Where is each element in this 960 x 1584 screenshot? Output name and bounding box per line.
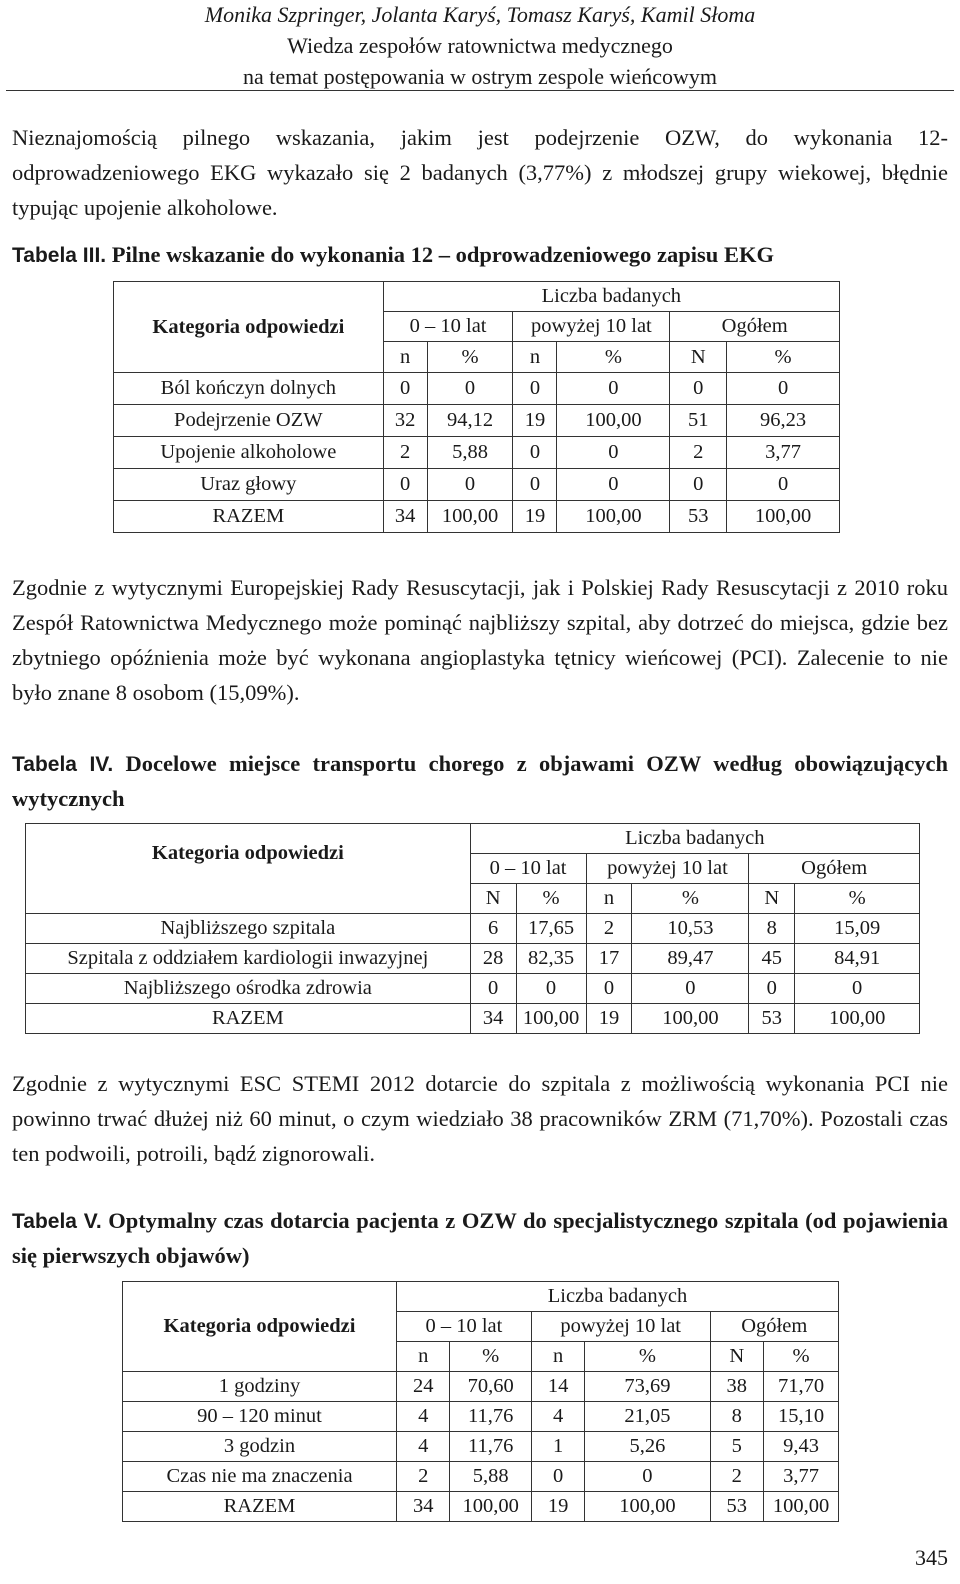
table5 [122, 1281, 839, 1522]
table3-cell: 5,88 [427, 437, 513, 469]
table4-cell: 19 [586, 1004, 632, 1034]
table4-row-label: Szpitala z oddziałem kardiologii inwazyjnej [26, 944, 471, 974]
table4-cell: 0 [795, 974, 920, 1004]
table3-cell: 0 [557, 469, 670, 501]
paragraph-2: Zgodnie z wytycznymi Europejskiej Rady Resuscytacji, jak i Polskiej Rady Resuscytacji z 2010 roku Zespół Ratownictwa Medycznego może pominąć najbliższy szpital, aby dotrzeć do miejsca, gdzie bez zbytniego opóźnienia może być wykonana angioplastyka tętnicy wieńcowej (PCI). Zalecenie to nie było znane 8 osobom (15,09%). [12, 575, 948, 705]
header-rule [6, 90, 954, 91]
table4-subheader: % [516, 884, 586, 914]
table5-caption [12, 1204, 948, 1273]
table4-col-group: 0 – 10 lat [470, 854, 586, 884]
table3-cell: 0 [727, 373, 840, 405]
table3-cell: 2 [383, 437, 427, 469]
table5-cell: 5,26 [585, 1432, 710, 1462]
table3-subheader: % [427, 342, 513, 373]
table4-cell: 84,91 [795, 944, 920, 974]
table5-cell: 2 [396, 1462, 450, 1492]
table4-cell: 17,65 [516, 914, 586, 944]
table3-cell: 0 [513, 469, 557, 501]
table5-cell: 4 [531, 1402, 585, 1432]
table3-cell: 53 [670, 501, 727, 533]
table4-subheader: % [632, 884, 749, 914]
table4-cell: 100,00 [795, 1004, 920, 1034]
paragraph-1: Nieznajomością pilnego wskazania, jakim jest podejrzenie OZW, do wykonania 12-odprowadzeniowego EKG wykazało się 2 badanych (3,77%) z młodszej grupy wiekowej, błędnie typując upojenie alkoholowe. [12, 125, 948, 220]
table5-subheader: N [710, 1342, 764, 1372]
table3-cell: 0 [383, 469, 427, 501]
table5-cell: 71,70 [764, 1372, 839, 1402]
table3-row [114, 437, 840, 469]
table5-row [123, 1492, 839, 1522]
table4-row [26, 944, 920, 974]
table3-row-label: Uraz głowy [114, 469, 384, 501]
table5-row-label: RAZEM [123, 1492, 397, 1522]
table5-subheader: n [531, 1342, 585, 1372]
table5-label: Tabela V. [12, 1210, 102, 1233]
table4-label: Tabela IV. [12, 753, 114, 776]
table3-row-label: Podejrzenie OZW [114, 405, 384, 437]
table3-cell: 34 [383, 501, 427, 533]
table4-cell: 0 [470, 974, 516, 1004]
table5-subheader: % [585, 1342, 710, 1372]
table5-cell: 34 [396, 1492, 450, 1522]
table3-subheader: % [727, 342, 840, 373]
table4-cell: 10,53 [632, 914, 749, 944]
table3-cell: 0 [557, 373, 670, 405]
table5-subheader: % [450, 1342, 531, 1372]
table4-col-group: powyżej 10 lat [586, 854, 749, 884]
table5-caption-text: Optymalny czas dotarcia pacjenta z OZW do specjalistycznego szpitala (od pojawienia się pierwszych objawów) [12, 1208, 949, 1268]
table4-cell: 0 [632, 974, 749, 1004]
table4-cell: 2 [586, 914, 632, 944]
table3-cell: 0 [727, 469, 840, 501]
table3-row-label: Ból kończyn dolnych [114, 373, 384, 405]
table5-cell: 3,77 [764, 1462, 839, 1492]
table3-group-header: Liczba badanych [383, 282, 839, 312]
table4-cell: 82,35 [516, 944, 586, 974]
table4-cell: 0 [749, 974, 795, 1004]
table5-cell: 19 [531, 1492, 585, 1522]
table5-cell: 53 [710, 1492, 764, 1522]
table4-caption-text: Docelowe miejsce transportu chorego z objawami OZW według obowiązujących wytycznych [12, 751, 949, 811]
table5-cell: 11,76 [450, 1432, 531, 1462]
table3-cell: 0 [427, 469, 513, 501]
table4-col-group: Ogółem [749, 854, 920, 884]
table4-subheader: % [795, 884, 920, 914]
table3-row-label: Upojenie alkoholowe [114, 437, 384, 469]
table4-cell: 28 [470, 944, 516, 974]
header-authors: Monika Szpringer, Jolanta Karyś, Tomasz Karyś, Kamil Słoma [204, 2, 756, 27]
table3-caption [12, 238, 948, 273]
header-title-line1: Wiedza zespołów ratownictwa medycznego [287, 33, 673, 58]
table5-cell: 5 [710, 1432, 764, 1462]
table3-cell: 0 [427, 373, 513, 405]
table4-cell: 15,09 [795, 914, 920, 944]
table5-cell: 4 [396, 1432, 450, 1462]
table5-cell: 100,00 [585, 1492, 710, 1522]
table4-cell: 100,00 [632, 1004, 749, 1034]
table4-subheader-row [26, 884, 920, 914]
table5-cell: 15,10 [764, 1402, 839, 1432]
table4-cell: 0 [586, 974, 632, 1004]
table3-cell: 32 [383, 405, 427, 437]
table5-cell: 14 [531, 1372, 585, 1402]
table5-cell: 100,00 [764, 1492, 839, 1522]
table5-row-label: Czas nie ma znaczenia [123, 1462, 397, 1492]
page-number: 345 [915, 1545, 948, 1570]
table4-caption [12, 747, 948, 816]
table5-cell: 38 [710, 1372, 764, 1402]
table4-subheader: N [470, 884, 516, 914]
table5-subheader: n [396, 1342, 450, 1372]
table3-cell: 100,00 [557, 501, 670, 533]
table3-cell: 51 [670, 405, 727, 437]
table5-col-group: Ogółem [710, 1312, 838, 1342]
table3-subheader: n [383, 342, 427, 373]
table3-cell: 19 [513, 501, 557, 533]
table4-subheader: n [586, 884, 632, 914]
table3-col-group: 0 – 10 lat [383, 312, 513, 342]
table3-col-group: Ogółem [670, 312, 840, 342]
table4-cell: 100,00 [516, 1004, 586, 1034]
table4-row [26, 914, 920, 944]
table5-row-label: 1 godziny [123, 1372, 397, 1402]
table3-cell: 0 [670, 469, 727, 501]
table3-row [114, 469, 840, 501]
table3-cell: 19 [513, 405, 557, 437]
table4-row-label: Najbliższego ośrodka zdrowia [26, 974, 471, 1004]
table3-subheader: N [670, 342, 727, 373]
table5-cell: 73,69 [585, 1372, 710, 1402]
table4-cell: 53 [749, 1004, 795, 1034]
table3-cell: 96,23 [727, 405, 840, 437]
table3-cell: 2 [670, 437, 727, 469]
table4-row-label: Najbliższego szpitala [26, 914, 471, 944]
table4-row [26, 1004, 920, 1034]
table4 [25, 823, 920, 1034]
table5-cell: 0 [585, 1462, 710, 1492]
table3-cell: 100,00 [727, 501, 840, 533]
table5-cell: 70,60 [450, 1372, 531, 1402]
table3-subheader: n [513, 342, 557, 373]
table5-row [123, 1462, 839, 1492]
table3-row-label: RAZEM [114, 501, 384, 533]
table5-group-header: Liczba badanych [396, 1282, 838, 1312]
table3-row [114, 373, 840, 405]
table3-label: Tabela III. [12, 244, 107, 267]
table5-cell: 5,88 [450, 1462, 531, 1492]
table3-cell: 0 [513, 437, 557, 469]
table4-cell: 17 [586, 944, 632, 974]
table5-cell: 21,05 [585, 1402, 710, 1432]
table3-cell: 94,12 [427, 405, 513, 437]
table3 [113, 281, 840, 533]
header-title-line2: na temat postępowania w ostrym zespole wieńcowym [242, 64, 718, 89]
table4-cell: 45 [749, 944, 795, 974]
table5-cell: 11,76 [450, 1402, 531, 1432]
table5-cell: 24 [396, 1372, 450, 1402]
table3-category-header: Kategoria odpowiedzi [114, 282, 384, 373]
table3-cell: 0 [513, 373, 557, 405]
table4-header-blank [26, 884, 471, 914]
table4-category-header: Kategoria odpowiedzi [26, 824, 471, 884]
table5-subheader: % [764, 1342, 839, 1372]
table5-col-group: 0 – 10 lat [396, 1312, 531, 1342]
table4-cell: 0 [516, 974, 586, 1004]
table3-col-group: powyżej 10 lat [513, 312, 670, 342]
table5-category-header: Kategoria odpowiedzi [123, 1282, 397, 1372]
table5-cell: 8 [710, 1402, 764, 1432]
table4-row [26, 974, 920, 1004]
table3-cell: 0 [383, 373, 427, 405]
table4-group-header: Liczba badanych [470, 824, 919, 854]
table3-row [114, 501, 840, 533]
table5-col-group: powyżej 10 lat [531, 1312, 710, 1342]
table5-cell: 2 [710, 1462, 764, 1492]
table5-row-label: 3 godzin [123, 1432, 397, 1462]
paragraph-3: Zgodnie z wytycznymi ESC STEMI 2012 dotarcie do szpitala z możliwością wykonania PCI nie powinno trwać dłużej niż 60 minut, o czym wiedziało 38 pracowników ZRM (71,70%). Pozostali czas ten podwoili, potroili, bądź zignorowali. [12, 1071, 948, 1166]
table4-subheader: N [749, 884, 795, 914]
table3-subheader: % [557, 342, 670, 373]
table4-row-label: RAZEM [26, 1004, 471, 1034]
table5-cell: 4 [396, 1402, 450, 1432]
table5-row [123, 1402, 839, 1432]
table4-cell: 8 [749, 914, 795, 944]
table5-cell: 1 [531, 1432, 585, 1462]
table3-cell: 100,00 [557, 405, 670, 437]
table5-row [123, 1372, 839, 1402]
table3-cell: 0 [557, 437, 670, 469]
table3-row [114, 405, 840, 437]
table5-row-label: 90 – 120 minut [123, 1402, 397, 1432]
table3-cell: 100,00 [427, 501, 513, 533]
table3-cell: 3,77 [727, 437, 840, 469]
table5-cell: 0 [531, 1462, 585, 1492]
running-header [0, 0, 960, 92]
table4-cell: 34 [470, 1004, 516, 1034]
table5-row [123, 1432, 839, 1462]
table3-caption-text: Pilne wskazanie do wykonania 12 – odprowadzeniowego zapisu EKG [111, 242, 774, 267]
table5-cell: 9,43 [764, 1432, 839, 1462]
table4-cell: 89,47 [632, 944, 749, 974]
table5-cell: 100,00 [450, 1492, 531, 1522]
table3-cell: 0 [670, 373, 727, 405]
table4-cell: 6 [470, 914, 516, 944]
